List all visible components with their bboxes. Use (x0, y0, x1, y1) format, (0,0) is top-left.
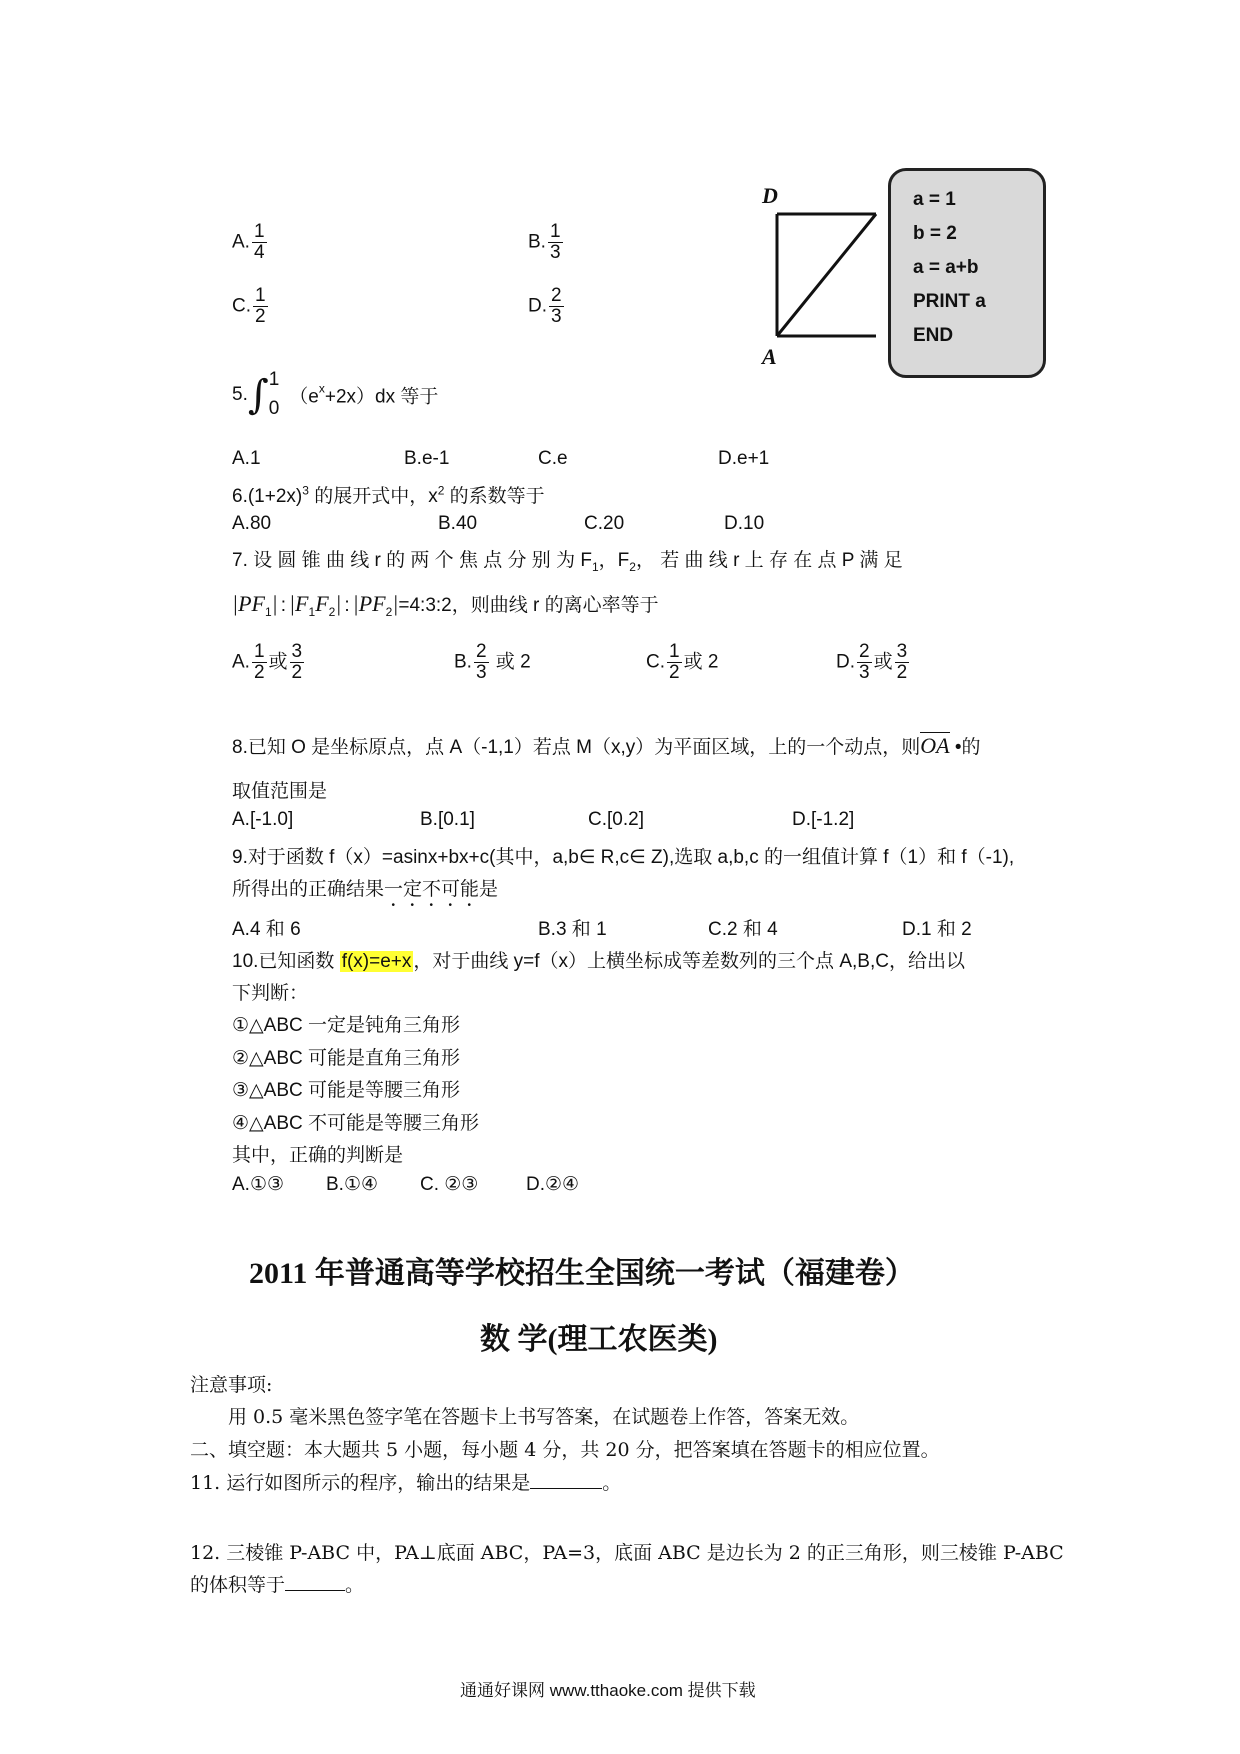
q4-option-c (232, 286, 270, 327)
q4-option-b-fraction (548, 222, 563, 263)
q12-line-2 (190, 1570, 364, 1597)
fraction-denominator: 3 (549, 241, 561, 263)
math-f2: F (315, 591, 329, 616)
q6-option-a: A.80 (232, 513, 272, 534)
q10-option-a: A.①③ (232, 1174, 285, 1195)
vector-oa: OA (920, 733, 950, 758)
fraction-denominator: 2 (669, 661, 680, 683)
q10-judgement-4: ④△ABC 不可能是等腰三角形 (232, 1113, 479, 1134)
q5-option-b: B.e-1 (404, 448, 450, 469)
fraction (252, 642, 267, 683)
q11-stem: 11. 运行如图所示的程序，输出的结果是 (190, 1472, 531, 1494)
integral-lower-limit: 0 (268, 397, 280, 419)
q9-option-a: A.4 和 6 (232, 919, 301, 940)
fraction-numerator: 2 (475, 641, 487, 662)
math-colon: : (280, 595, 286, 616)
fraction-denominator: 3 (475, 661, 487, 683)
q7-option-d-label: D. (836, 651, 855, 673)
program-box (888, 168, 1046, 378)
exam-title: 2011 年普通高等学校招生全国统一考试（福建卷） (249, 1257, 915, 1290)
fraction-numerator: 1 (255, 285, 266, 306)
math-pf2: PF (358, 591, 386, 616)
section-2-heading: 二、填空题：本大题共 5 小题，每小题 4 分，共 20 分，把答案填在答题卡的相应位置。 (190, 1439, 940, 1461)
q4-option-c-fraction (253, 286, 268, 327)
q4-option-b-label: B. (528, 231, 546, 253)
math-colon: : (344, 595, 350, 616)
figure-label-d: D (762, 183, 778, 208)
q6-text-c: 的系数等于 (444, 486, 545, 507)
q8-line1-text: 8.已知 O 是坐标原点，点 A（-1,1）若点 M（x,y）为平面区域，上的一个动点，则 (232, 737, 921, 758)
program-line-1: a = 1 (913, 189, 956, 210)
q7-line1-text: 7. 设 圆 锥 曲 线 r 的 两 个 焦 点 分 别 为 F (232, 550, 592, 571)
q10-prefix: 10.已知函数 (232, 951, 340, 972)
fraction-denominator: 3 (551, 305, 562, 327)
fraction-denominator: 2 (896, 661, 908, 683)
q10-stem-line-2: 下判断： (232, 983, 309, 1004)
integral-limits (269, 370, 280, 420)
q12-answer-blank (285, 1590, 345, 1591)
program-line-4: PRINT a (913, 291, 986, 312)
fraction-numerator: 3 (291, 641, 303, 662)
fraction-denominator: 2 (253, 661, 265, 683)
q6-text-a: 6.(1+2x) (232, 486, 303, 507)
q4-option-b (528, 222, 565, 263)
q9-stem-line-1: 9.对于函数 f（x）=asinx+bx+c(其中，a,b∈ R,c∈ Z),选取 a,b,c 的一组值计算 f（1）和 f（-1), (232, 847, 1015, 868)
q4-option-a-label: A. (232, 231, 250, 253)
q7-focus-sub-1: 1 (591, 559, 599, 574)
q6-exponent-a: 3 (302, 483, 309, 498)
q4-option-d (528, 286, 566, 327)
q9-option-d: D.1 和 2 (902, 919, 972, 940)
q7-option-b-tail: 或 2 (490, 651, 531, 673)
q4-option-a (232, 222, 269, 263)
page-footer: 通通好课网 www.tthaoke.com 提供下载 (460, 1681, 756, 1700)
q6-option-b: B.40 (438, 513, 478, 534)
program-line-5: END (913, 325, 954, 346)
q7-option-c (646, 642, 718, 683)
integral-upper-limit: 1 (268, 369, 280, 390)
q9-option-c: C.2 和 4 (708, 919, 778, 940)
exam-subtitle: 数 学(理工农医类) (480, 1323, 718, 1356)
q8-stem-line-2: 取值范围是 (232, 781, 328, 802)
q5-integrand-tail: +2x）dx 等于 (324, 386, 439, 408)
q6-stem (232, 481, 545, 508)
math-f1: F (295, 591, 309, 616)
q6-exponent-b: 2 (437, 483, 445, 498)
q7-line2-tail: =4:3:2，则曲线 r 的离心率等于 (398, 595, 659, 616)
math-f1-sub: 1 (308, 604, 316, 619)
q8-option-b: B.[0.1] (420, 809, 475, 830)
fraction-numerator: 1 (669, 641, 680, 662)
q6-text-b: 的展开式中，x (308, 486, 438, 507)
q7-option-a-label: A. (232, 651, 250, 673)
q7-option-c-tail: 或 2 (683, 651, 719, 673)
fraction-denominator: 3 (859, 661, 870, 683)
q10-judgement-3: ③△ABC 可能是等腰三角形 (232, 1080, 460, 1101)
fraction-denominator: 2 (255, 305, 266, 327)
fraction-numerator: 2 (859, 641, 870, 662)
q8-line1-tail: •的 (949, 737, 981, 758)
q7-option-d (836, 642, 911, 683)
q7-option-c-label: C. (646, 651, 665, 673)
q9-option-b: B.3 和 1 (538, 919, 607, 940)
math-f2-sub: 2 (328, 604, 336, 619)
q8-option-c: C.[0.2] (588, 809, 644, 830)
fraction-numerator: 1 (253, 221, 265, 242)
q10-option-c: C. ②③ (420, 1174, 479, 1195)
fraction (857, 642, 872, 683)
abs-bar: | (335, 591, 342, 616)
program-line-2: b = 2 (913, 223, 957, 244)
q10-judgement-2: ②△ABC 可能是直角三角形 (232, 1048, 460, 1069)
square-diagonal (777, 214, 876, 336)
figure-label-a: A (762, 344, 777, 369)
q9-stem-line-2 (232, 874, 498, 911)
fraction (290, 642, 305, 683)
q9-emphasis-text: 一定不可能 (384, 879, 480, 900)
q8-option-d: D.[-1.2] (792, 809, 855, 830)
q12-line-1: 12. 三棱锥 P-ABC 中，PA⊥底面 ABC，PA=3，底面 ABC 是边长为 2 的正三角形，则三棱锥 P-ABC (190, 1542, 1064, 1564)
q7-stem-line-1 (232, 545, 903, 574)
q10-ask: 其中，正确的判断是 (232, 1145, 404, 1166)
q6-option-d: D.10 (724, 513, 765, 534)
fraction (895, 642, 910, 683)
q8-option-a: A.[-1.0] (232, 809, 294, 830)
abs-bar: | (288, 591, 296, 616)
fraction-denominator: 4 (253, 241, 265, 263)
q7-line1-text-c: ， 若 曲 线 r 上 存 在 点 P 满 足 (635, 550, 903, 571)
q7-option-a (232, 642, 306, 683)
fraction-denominator: 2 (291, 661, 303, 683)
q10-judgement-1: ①△ABC 一定是钝角三角形 (232, 1015, 460, 1036)
or-word: 或 (268, 651, 288, 673)
q4-option-d-fraction (549, 286, 564, 327)
q9-line2-c: 是 (479, 879, 499, 900)
q5-integrand-start: （e (289, 386, 319, 408)
q10-option-d: D.②④ (526, 1174, 580, 1195)
q11-end: 。 (602, 1472, 622, 1494)
q7-line1-text-b: ，F (598, 550, 630, 571)
abs-bar: | (232, 591, 239, 616)
q5-number: 5. (232, 383, 248, 405)
q5-option-a: A.1 (232, 448, 261, 469)
q5-stem (232, 370, 438, 426)
q4-option-a-fraction (252, 222, 267, 263)
notice-heading: 注意事项: (190, 1374, 273, 1396)
q12-stem-tail: 的体积等于 (190, 1574, 286, 1596)
notice-body: 用 0.5 毫米黑色签字笔在答题卡上书写答案，在试题卷上作答，答案无效。 (228, 1406, 860, 1428)
q4-option-c-label: C. (232, 295, 251, 317)
fraction-numerator: 2 (551, 285, 562, 306)
q12-end: 。 (345, 1574, 365, 1596)
integral-sign: ∫ (247, 371, 269, 418)
fraction-numerator: 1 (549, 221, 561, 242)
q9-line2-a: 所得出的正确结果 (232, 879, 385, 900)
fraction (474, 642, 489, 683)
q4-option-d-label: D. (528, 295, 547, 317)
q10-stem-line-1 (232, 946, 965, 973)
fraction-numerator: 1 (253, 641, 265, 662)
abs-bar: | (392, 591, 399, 616)
q7-focus-sub-2: 2 (629, 559, 636, 574)
q10-option-b: B.①④ (326, 1174, 379, 1195)
q7-option-b (454, 642, 531, 683)
q6-option-c: C.20 (584, 513, 625, 534)
q5-option-d: D.e+1 (718, 448, 770, 469)
math-pf2-sub: 2 (385, 604, 393, 619)
program-line-3: a = a+b (913, 257, 979, 278)
abs-bar: | (271, 591, 278, 616)
fraction-numerator: 3 (896, 641, 908, 662)
q8-stem-line-1 (232, 732, 981, 759)
q5-option-c: C.e (538, 448, 568, 469)
q7-option-b-label: B. (454, 651, 472, 673)
q10-line1-rest: ，对于曲线 y=f（x）上横坐标成等差数列的三个点 A,B,C，给出以 (413, 951, 965, 972)
q11-text (190, 1468, 621, 1495)
q7-stem-line-2 (232, 590, 659, 619)
q10-highlighted-function: f(x)=e+x (341, 951, 412, 972)
q11-answer-blank (530, 1488, 602, 1489)
math-pf1-sub: 1 (264, 604, 272, 619)
or-word: 或 (873, 651, 893, 673)
fraction (667, 642, 682, 683)
q5-integrand-exponent: x (318, 381, 325, 396)
abs-bar: | (352, 591, 359, 616)
math-pf1: PF (238, 591, 265, 616)
